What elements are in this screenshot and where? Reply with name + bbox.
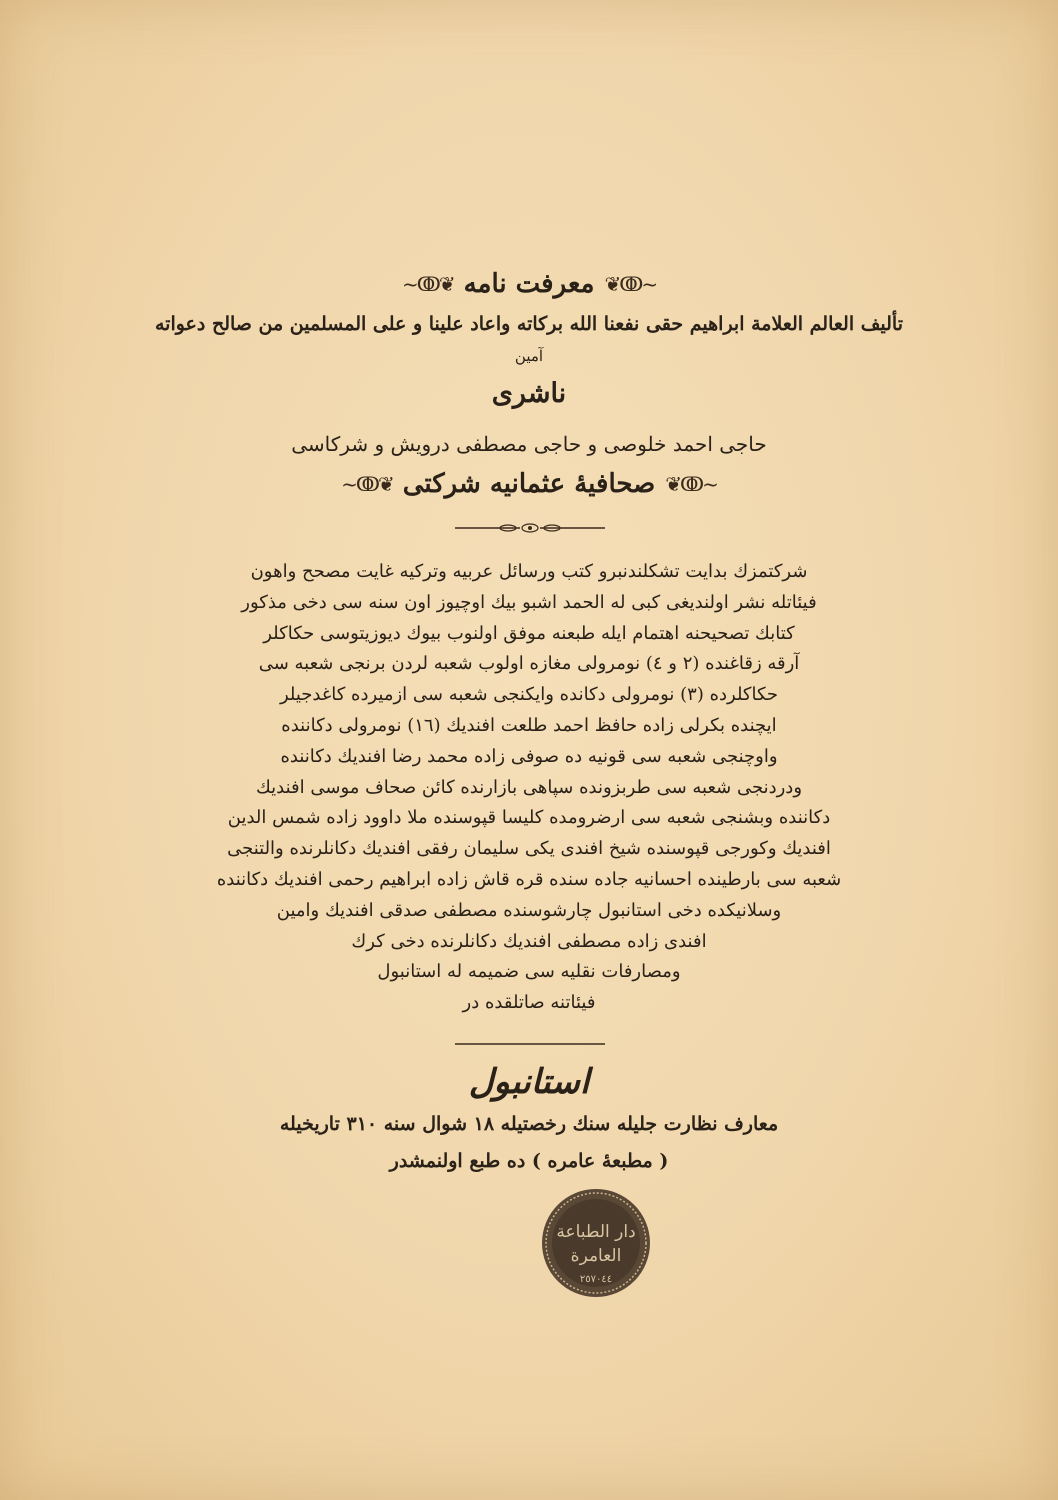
company-name: صحافيهٔ عثمانيه شركتى: [402, 469, 656, 499]
body-line: آرقه زقاغنده (٢ و ٤) نومرولى مغازه اولوب شعبه لردن برنجى شعبه سى: [258, 653, 800, 675]
ornament-right: ❦ↂ~: [604, 272, 657, 296]
seal-text-top: دار الطباعة: [556, 1222, 636, 1242]
body-line: ايچنده بكرلى زاده حافظ احمد طلعت افنديك (١٦) نومرولى دكاننده: [281, 714, 777, 736]
body-line: واوچنجى شعبه سى قونيه ده صوفى زاده محمد رضا افنديك دكاننده: [280, 745, 778, 767]
body-line: ومصارفات نقليه سى ضميمه له استانبول: [377, 961, 681, 983]
body-line: دكاننده وبشنجى شعبه سى ارضرومده كليسا قپوسنده ملا داوود زاده شمس الدين: [227, 807, 831, 829]
company-ornament-right: ❦ↂ~: [665, 472, 717, 496]
company-ornament-left: ~ↂ❦: [341, 472, 393, 496]
imprint-line-2: ( مطبعهٔ عامره ) ده طبع اولنمشدر: [389, 1150, 669, 1172]
body-line: شعبه سى بارطينده احسانيه جاده سنده قره قاش زاده ابراهيم رحمى افنديك دكاننده: [216, 868, 842, 890]
amin-line: آمين: [514, 347, 544, 365]
company-row: [0, 462, 1058, 506]
ornamental-divider: [0, 518, 1058, 538]
publisher-heading: ناشرى: [491, 378, 567, 409]
seal-text-bottom: العامرة: [570, 1246, 622, 1266]
body-line: افنديك وكورجى قپوسنده شيخ افندى يكى سليمان رفقى افنديك دكانلرنده والتنجى: [227, 838, 831, 860]
body-line: فيئاتله نشر اولنديغى كبى له الحمد اشبو بيك اوچيوز اون سنه سى دخى مذكور: [241, 591, 817, 613]
ornament-left: ~ↂ❦: [401, 272, 454, 296]
book-title: معرفت نامه: [463, 269, 595, 299]
body-line: كتابك تصحيحنه اهتمام ايله طبعنه موفق اولنوب بيوك ديوزيتوسى حكاكلر: [263, 622, 795, 644]
body-line: حكاكلرده (٣) نومرولى دكانده وايكنجى شعبه سى ازميرده كاغدجيلر: [279, 684, 779, 706]
publishers-line: حاجى احمد خلوصى و حاجى مصطفى درويش و شركاسى: [291, 432, 767, 456]
city-name: استانبول: [468, 1062, 590, 1102]
rule-divider: [0, 1034, 1058, 1054]
body-text: [0, 557, 1058, 1019]
body-line: افندى زاده مصطفى افنديك دكانلرنده دخى كرك: [351, 930, 707, 952]
seal-icon: [540, 1187, 652, 1299]
seal-number: ٢٥٧٠٤٤: [579, 1274, 613, 1285]
author-line: تأليف العالم العلامة ابراهيم حقى نفعنا الله بركاته واعاد علينا و على المسلمين من صالح دعواته: [154, 313, 904, 335]
imprint-line-1: معارف نظارت جليله سنك رخصتيله ١٨ شوال سنه ٣١٠ تاريخيله: [279, 1113, 779, 1135]
printing-house-seal: [540, 1187, 652, 1299]
body-line: ودردنجى شعبه سى طربزونده سپاهى بازارنده كائن صحاف موسى افنديك: [255, 776, 803, 798]
body-line: فيئاتنه صاتلقده در: [462, 992, 596, 1014]
body-line: وسلانيكده دخى استانبول چارشوسنده مصطفى صدقى افنديك وامين: [276, 899, 782, 921]
title-row: [0, 262, 1058, 306]
body-line: شركتمزك بدايت تشكلندنبرو كتب ورسائل عربيه وتركيه غايت مصحح واهون: [250, 561, 808, 582]
